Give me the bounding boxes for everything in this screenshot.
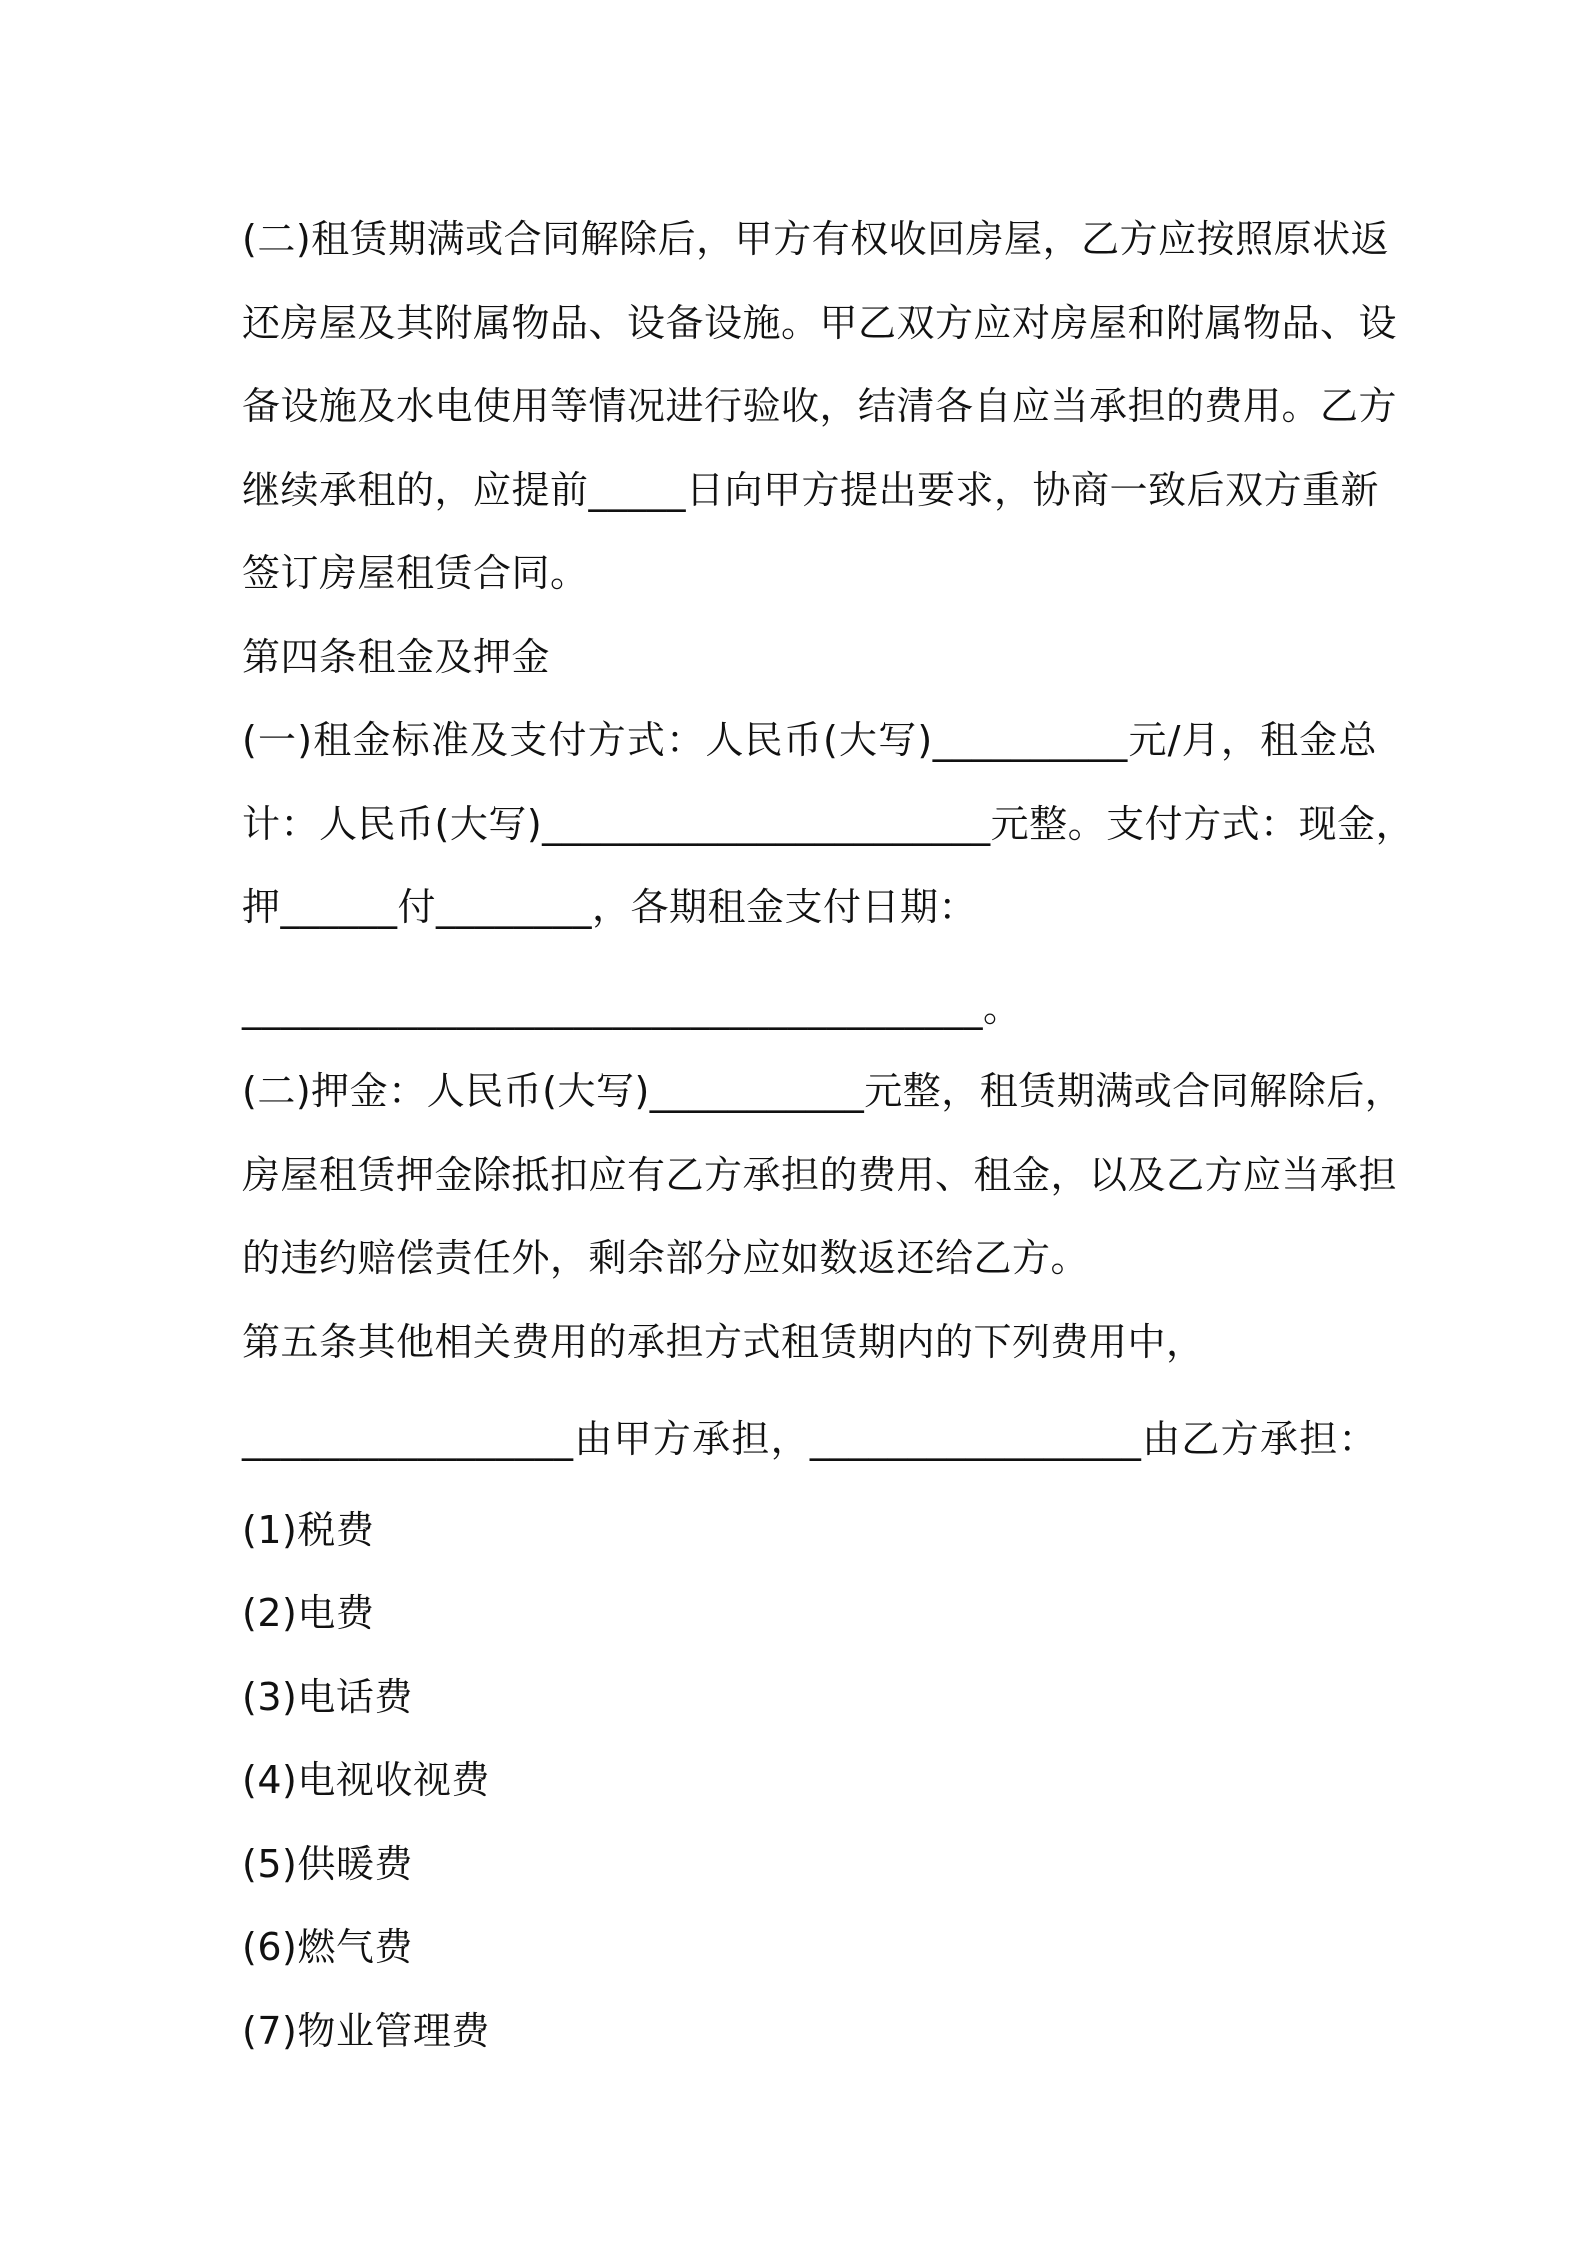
text-line: _________________由甲方承担，_________________由乙方承担： xyxy=(242,1417,1377,1461)
list-item: (3)电话费 xyxy=(242,1674,413,1719)
list-item: (5)供暖费 xyxy=(242,1841,413,1886)
list-item: (7)物业管理费 xyxy=(242,2008,490,2053)
text-line: 押______付________，各期租金支付日期： xyxy=(242,885,978,929)
text-line: 签订房屋租赁合同。 xyxy=(242,551,589,595)
text-line: 还房屋及其附属物品、设备设施。甲乙双方应对房屋和附属物品、设 xyxy=(242,300,1398,345)
text-line: (一)租金标准及支付方式：人民币(大写)__________元/月，租金总 xyxy=(242,718,1377,762)
list-item: (4)电视收视费 xyxy=(242,1758,490,1802)
text-line: ______________________________________。 xyxy=(242,985,1022,1030)
text-line: 的违约赔偿责任外，剩余部分应如数返还给乙方。 xyxy=(242,1236,1090,1280)
text-line: 继续承租的，应提前_____日向甲方提出要求，协商一致后双方重新 xyxy=(242,467,1380,512)
text-line: 计：人民币(大写)_______________________元整。支付方式：现金， xyxy=(242,801,1415,846)
text-line: 房屋租赁押金除抵扣应有乙方承担的费用、租金，以及乙方应当承担 xyxy=(242,1152,1398,1197)
section-heading: 第五条其他相关费用的承担方式租赁期内的下列费用中， xyxy=(242,1319,1205,1364)
document-body xyxy=(242,198,1415,2073)
text-line: (二)押金：人民币(大写)___________元整，租赁期满或合同解除后， xyxy=(242,1069,1404,1113)
text-line: (二)租赁期满或合同解除后，甲方有权收回房屋，乙方应按照原状返 xyxy=(242,217,1390,261)
list-item: (6)燃气费 xyxy=(242,1925,413,1969)
list-item: (1)税费 xyxy=(242,1507,375,1552)
list-item: (2)电费 xyxy=(242,1591,375,1635)
section-heading: 第四条租金及押金 xyxy=(242,634,551,679)
text-line: 备设施及水电使用等情况进行验收，结清各自应当承担的费用。乙方 xyxy=(242,384,1398,428)
